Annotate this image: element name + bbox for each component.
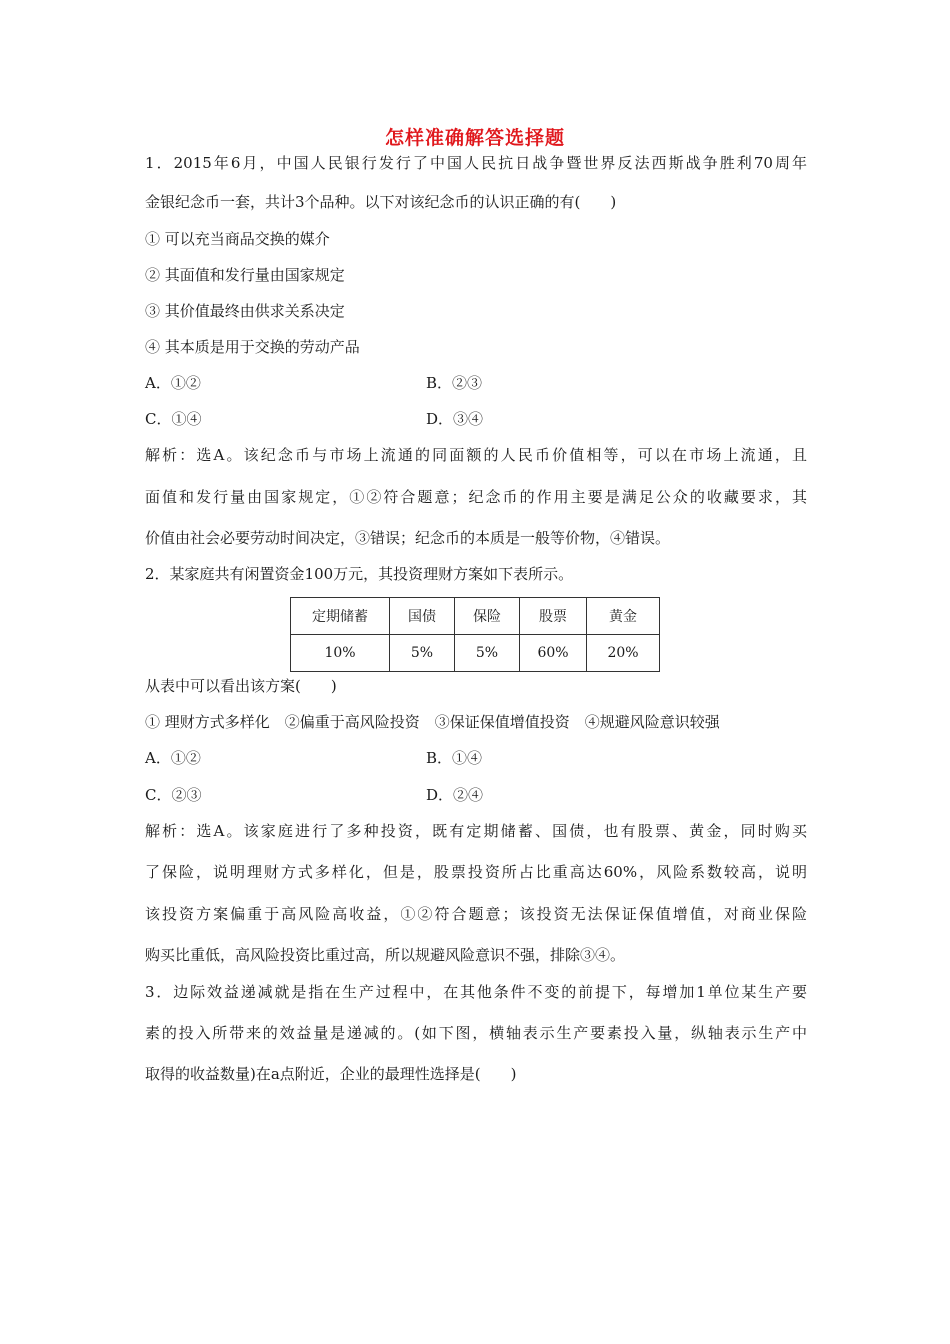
q1-option-c: C．①④ xyxy=(145,410,202,428)
q1-item-2: ② 其面值和发行量由国家规定 xyxy=(145,266,345,284)
q2-option-c: C．②③ xyxy=(145,786,202,804)
investment-table xyxy=(290,597,660,672)
table-header-cell: 股票 xyxy=(520,598,587,635)
table-header-cell: 黄金 xyxy=(587,598,660,635)
q2-analysis-line-4: 购买比重低，高风险投资比重过高，所以规避风险意识不强，排除③④。 xyxy=(145,946,626,964)
q2-analysis-line-1: 解析：选A。该家庭进行了多种投资，既有定期储蓄、国债，也有股票、黄金，同时购买 xyxy=(145,822,807,840)
q2-option-a: A．①② xyxy=(145,749,201,767)
q1-option-a: A．①② xyxy=(145,374,201,392)
q2-stem: 2．某家庭共有闲置资金100万元，其投资理财方案如下表所示。 xyxy=(145,565,574,583)
table-cell: 5% xyxy=(390,635,455,672)
q1-stem-line-1: 1．2015年6月，中国人民银行发行了中国人民抗日战争暨世界反法西斯战争胜利70周年 xyxy=(145,154,807,172)
q1-option-d: D．③④ xyxy=(426,410,484,428)
q2-items: ① 理财方式多样化 ②偏重于高风险投资 ③保证保值增值投资 ④规避风险意识较强 xyxy=(145,713,720,731)
table-cell: 5% xyxy=(455,635,520,672)
q1-item-4: ④ 其本质是用于交换的劳动产品 xyxy=(145,338,360,356)
table-cell: 20% xyxy=(587,635,660,672)
q2-option-b: B．①④ xyxy=(426,749,483,767)
q1-item-1: ① 可以充当商品交换的媒介 xyxy=(145,230,330,248)
table-header-cell: 保险 xyxy=(455,598,520,635)
q3-stem-line-2: 素的投入所带来的效益量是递减的。(如下图，横轴表示生产要素投入量，纵轴表示生产中 xyxy=(145,1024,807,1042)
q1-analysis-line-3: 价值由社会必要劳动时间决定，③错误；纪念币的本质是一般等价物，④错误。 xyxy=(145,529,671,547)
q1-stem-line-2: 金银纪念币一套，共计3个品种。以下对该纪念币的认识正确的有( ) xyxy=(145,193,617,211)
q3-stem-line-1: 3．边际效益递减就是指在生产过程中，在其他条件不变的前提下，每增加1单位某生产要 xyxy=(145,983,807,1001)
q1-analysis-line-2: 面值和发行量由国家规定，①②符合题意；纪念币的作用主要是满足公众的收藏要求，其 xyxy=(145,488,807,506)
q2-option-d: D．②④ xyxy=(426,786,484,804)
table-cell: 10% xyxy=(291,635,390,672)
q2-analysis-line-3: 该投资方案偏重于高风险高收益，①②符合题意；该投资无法保证保值增值，对商业保险 xyxy=(145,905,807,923)
q3-stem-line-3: 取得的收益数量)在a点附近，企业的最理性选择是( ) xyxy=(145,1065,517,1083)
q1-analysis-line-1: 解析：选A。该纪念币与市场上流通的同面额的人民币价值相等，可以在市场上流通，且 xyxy=(145,446,807,464)
q1-item-3: ③ 其价值最终由供求关系决定 xyxy=(145,302,345,320)
q2-analysis-line-2: 了保险，说明理财方式多样化，但是，股票投资所占比重高达60%，风险系数较高，说明 xyxy=(145,863,808,881)
document-title: 怎样准确解答选择题 xyxy=(384,127,565,149)
table-header-cell: 国债 xyxy=(390,598,455,635)
q2-question: 从表中可以看出该方案( ) xyxy=(145,677,337,695)
table-row xyxy=(291,635,660,672)
table-header-row xyxy=(291,598,660,635)
q1-option-b: B．②③ xyxy=(426,374,483,392)
table-header-cell: 定期储蓄 xyxy=(291,598,390,635)
table-cell: 60% xyxy=(520,635,587,672)
